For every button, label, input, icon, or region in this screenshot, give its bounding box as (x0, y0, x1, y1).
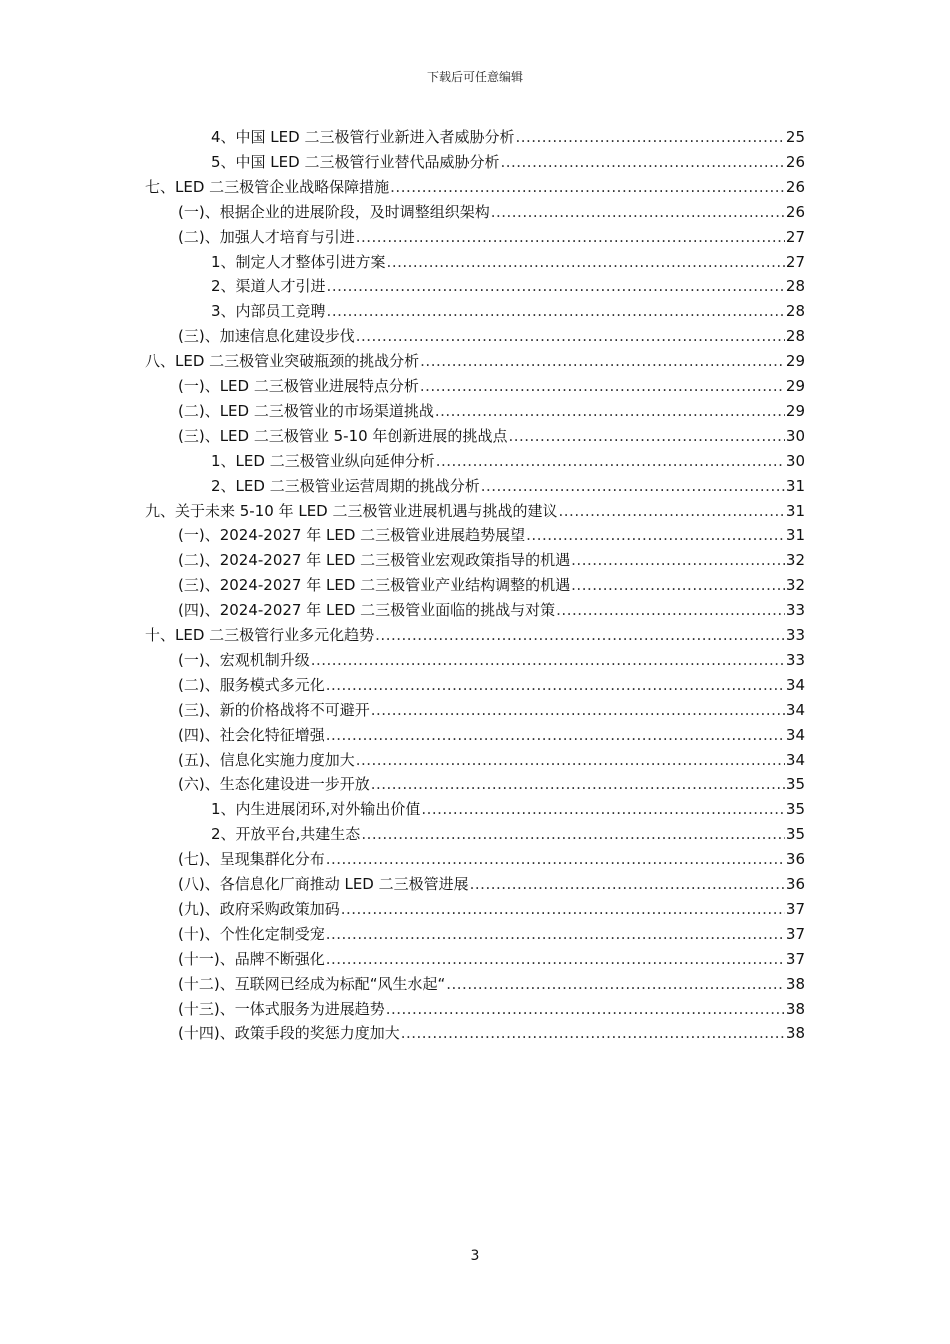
toc-entry-title: 1、内生进展闭环,对外输出价值 (211, 800, 421, 819)
toc-leader-dots (420, 375, 785, 397)
toc-entry-page: 34 (785, 700, 805, 719)
toc-entry[interactable] (178, 848, 805, 873)
toc-leader-dots (326, 674, 785, 696)
toc-entry[interactable] (145, 500, 805, 525)
toc-entry[interactable] (211, 798, 805, 823)
toc-leader-dots (559, 500, 785, 522)
toc-entry[interactable] (178, 674, 805, 699)
toc-entry-page: 38 (785, 999, 805, 1018)
toc-entry[interactable] (178, 524, 805, 549)
toc-entry-page: 37 (785, 924, 805, 943)
toc-entry[interactable] (178, 948, 805, 973)
toc-entry-page: 33 (785, 626, 805, 644)
toc-entry-title: (十)、个性化定制受宠 (178, 924, 325, 943)
toc-entry-title: 1、LED 二三极管业纵向延伸分析 (211, 451, 435, 470)
toc-entry-title: (一)、根据企业的进展阶段，及时调整组织架构 (178, 202, 490, 221)
toc-entry-title: (三)、2024-2027 年 LED 二三极管业产业结构调整的机遇 (178, 576, 571, 595)
toc-entry-page: 35 (785, 800, 805, 819)
toc-leader-dots (435, 400, 785, 422)
toc-entry-title: (十三)、一体式服务为进展趋势 (178, 999, 385, 1018)
toc-leader-dots (436, 450, 785, 472)
toc-entry-page: 26 (785, 152, 805, 171)
toc-leader-dots (491, 201, 785, 223)
toc-entry-page: 29 (785, 401, 805, 420)
toc-entry-title: (十二)、互联网已经成为标配“风生水起“ (178, 974, 446, 993)
toc-entry[interactable] (178, 773, 805, 798)
toc-entry-title: (二)、2024-2027 年 LED 二三极管业宏观政策指导的机遇 (178, 551, 571, 570)
toc-entry-title: (七)、呈现集群化分布 (178, 850, 325, 869)
toc-entry-title: 九、关于未来 5-10 年 LED 二三极管业进展机遇与挑战的建议 (145, 501, 558, 520)
page-number: 3 (470, 1248, 480, 1264)
toc-leader-dots (356, 749, 785, 771)
toc-entry[interactable] (178, 973, 805, 998)
toc-entry-page: 37 (785, 949, 805, 968)
toc-entry[interactable] (211, 151, 805, 176)
toc-entry-page: 31 (785, 526, 805, 545)
toc-entry-page: 28 (785, 302, 805, 321)
toc-entry-title: (三)、LED 二三极管业 5-10 年创新进展的挑战点 (178, 426, 508, 445)
toc-entry[interactable] (211, 823, 805, 848)
toc-leader-dots (470, 873, 785, 895)
toc-entry-page: 26 (785, 202, 805, 221)
toc-entry-page: 28 (785, 327, 805, 346)
toc-entry[interactable] (178, 873, 805, 898)
toc-leader-dots (556, 599, 785, 621)
toc-leader-dots (526, 524, 785, 546)
toc-entry-page: 32 (785, 576, 805, 595)
toc-entry-title: (八)、各信息化厂商推动 LED 二三极管进展 (178, 875, 469, 893)
toc-entry-title: (九)、政府采购政策加码 (178, 899, 340, 918)
toc-leader-dots (571, 574, 785, 596)
toc-entry-page: 33 (785, 650, 805, 669)
toc-entry-title: 1、制定人才整体引进方案 (211, 252, 386, 271)
toc-entry[interactable] (178, 226, 805, 251)
page-header: 下载后可任意编辑 (426, 70, 523, 84)
toc-leader-dots (361, 823, 785, 845)
toc-entry-title: (三)、新的价格战将不可避开 (178, 700, 370, 719)
toc-entry[interactable] (145, 624, 805, 649)
toc-leader-dots (326, 948, 785, 970)
toc-entry[interactable] (178, 998, 805, 1023)
toc-entry[interactable] (178, 400, 805, 425)
toc-entry-title: 4、中国 LED 二三极管行业新进入者威胁分析 (211, 128, 515, 146)
toc-entry-title: 十、LED 二三极管行业多元化趋势 (145, 626, 375, 644)
toc-leader-dots (446, 973, 785, 995)
toc-leader-dots (371, 773, 785, 795)
toc-entry-title: (一)、LED 二三极管业进展特点分析 (178, 377, 419, 395)
toc-entry[interactable] (178, 898, 805, 923)
toc-entry-page: 31 (785, 476, 805, 495)
toc-entry[interactable] (178, 1022, 805, 1047)
toc-entry-title: 2、LED 二三极管业运营周期的挑战分析 (211, 476, 480, 495)
toc-entry[interactable] (211, 275, 805, 300)
toc-entry-page: 29 (785, 377, 805, 395)
toc-entry[interactable] (211, 126, 805, 151)
toc-entry-title: (六)、生态化建设进一步开放 (178, 775, 370, 794)
toc-entry-title: (二)、服务模式多元化 (178, 675, 325, 694)
toc-leader-dots (326, 848, 785, 870)
toc-entry-page: 34 (785, 750, 805, 769)
toc-entry[interactable] (178, 201, 805, 226)
toc-leader-dots (508, 425, 784, 447)
toc-entry-page: 38 (785, 974, 805, 993)
toc-entry-title: 3、内部员工竞聘 (211, 302, 326, 321)
toc-entry-title: (一)、2024-2027 年 LED 二三极管业进展趋势展望 (178, 526, 526, 545)
toc-leader-dots (356, 226, 785, 248)
toc-leader-dots (515, 126, 784, 148)
toc-leader-dots (420, 350, 785, 372)
toc-entry-title: (一)、宏观机制升级 (178, 650, 310, 669)
toc-entry-title: 八、LED 二三极管业突破瓶颈的挑战分析 (145, 352, 420, 371)
toc-leader-dots (481, 475, 785, 497)
toc-entry[interactable] (178, 375, 805, 400)
toc-entry-page: 25 (785, 128, 805, 146)
toc-entry-title: (四)、2024-2027 年 LED 二三极管业面临的挑战与对策 (178, 601, 556, 620)
toc-entry-page: 30 (785, 426, 805, 445)
toc-entry-title: (二)、加强人才培育与引进 (178, 227, 355, 246)
toc-entry-page: 28 (785, 277, 805, 296)
toc-entry-title: (二)、LED 二三极管业的市场渠道挑战 (178, 401, 434, 420)
toc-entry[interactable] (178, 599, 805, 624)
toc-entry-page: 36 (785, 850, 805, 869)
toc-leader-dots (401, 1022, 785, 1044)
toc-entry[interactable] (178, 649, 805, 674)
toc-entry-page: 27 (785, 252, 805, 271)
toc-entry-page: 35 (785, 825, 805, 844)
toc-entry[interactable] (211, 450, 805, 475)
toc-entry-title: 七、LED 二三极管企业战略保障措施 (145, 177, 390, 196)
toc-leader-dots (421, 798, 785, 820)
toc-entry-page: 37 (785, 899, 805, 918)
toc-leader-dots (571, 549, 785, 571)
toc-entry[interactable] (178, 724, 805, 749)
toc-entry[interactable] (145, 176, 805, 201)
toc-leader-dots (371, 699, 785, 721)
toc-entry[interactable] (211, 475, 805, 500)
toc-leader-dots (327, 300, 785, 322)
toc-entry-title: (十一)、品牌不断强化 (178, 949, 325, 968)
toc-entry-page: 29 (785, 352, 805, 371)
toc-entry-title: (三)、加速信息化建设步伐 (178, 327, 355, 346)
toc-leader-dots (390, 176, 785, 198)
toc-entry-title: (五)、信息化实施力度加大 (178, 750, 355, 769)
toc-leader-dots (341, 898, 785, 920)
toc-leader-dots (500, 151, 784, 173)
toc-entry-page: 31 (785, 501, 805, 520)
toc-leader-dots (356, 325, 785, 347)
toc-leader-dots (326, 724, 785, 746)
toc-leader-dots (327, 275, 785, 297)
toc-entry-title: 2、渠道人才引进 (211, 277, 326, 296)
toc-entry[interactable] (178, 574, 805, 599)
toc-leader-dots (375, 624, 785, 646)
toc-entry-page: 27 (785, 227, 805, 246)
toc-entry-page: 32 (785, 551, 805, 570)
toc-entry-page: 35 (785, 775, 805, 794)
toc-leader-dots (311, 649, 785, 671)
toc-entry-page: 36 (785, 875, 805, 893)
toc-entry[interactable] (178, 325, 805, 350)
toc-leader-dots (387, 251, 785, 273)
toc-leader-dots (386, 998, 785, 1020)
toc-leader-dots (326, 923, 785, 945)
toc-entry-page: 34 (785, 725, 805, 744)
toc-entry[interactable] (178, 923, 805, 948)
toc-entry[interactable] (178, 749, 805, 774)
toc-entry-page: 26 (785, 177, 805, 196)
toc-entry-page: 38 (785, 1024, 805, 1043)
toc-entry[interactable] (211, 300, 805, 325)
toc-entry[interactable] (178, 425, 805, 450)
toc-entry-page: 30 (785, 451, 805, 470)
toc-entry[interactable] (178, 549, 805, 574)
toc-entry[interactable] (211, 251, 805, 276)
toc-entry[interactable] (145, 350, 805, 375)
toc-entry[interactable] (178, 699, 805, 724)
toc-entry-page: 33 (785, 601, 805, 620)
toc-entry-title: 2、开放平台,共建生态 (211, 825, 361, 844)
toc-entry-page: 34 (785, 675, 805, 694)
toc-entry-title: 5、中国 LED 二三极管行业替代品威胁分析 (211, 152, 500, 171)
toc-entry-title: (十四)、政策手段的奖惩力度加大 (178, 1024, 400, 1043)
toc-entry-title: (四)、社会化特征增强 (178, 725, 325, 744)
